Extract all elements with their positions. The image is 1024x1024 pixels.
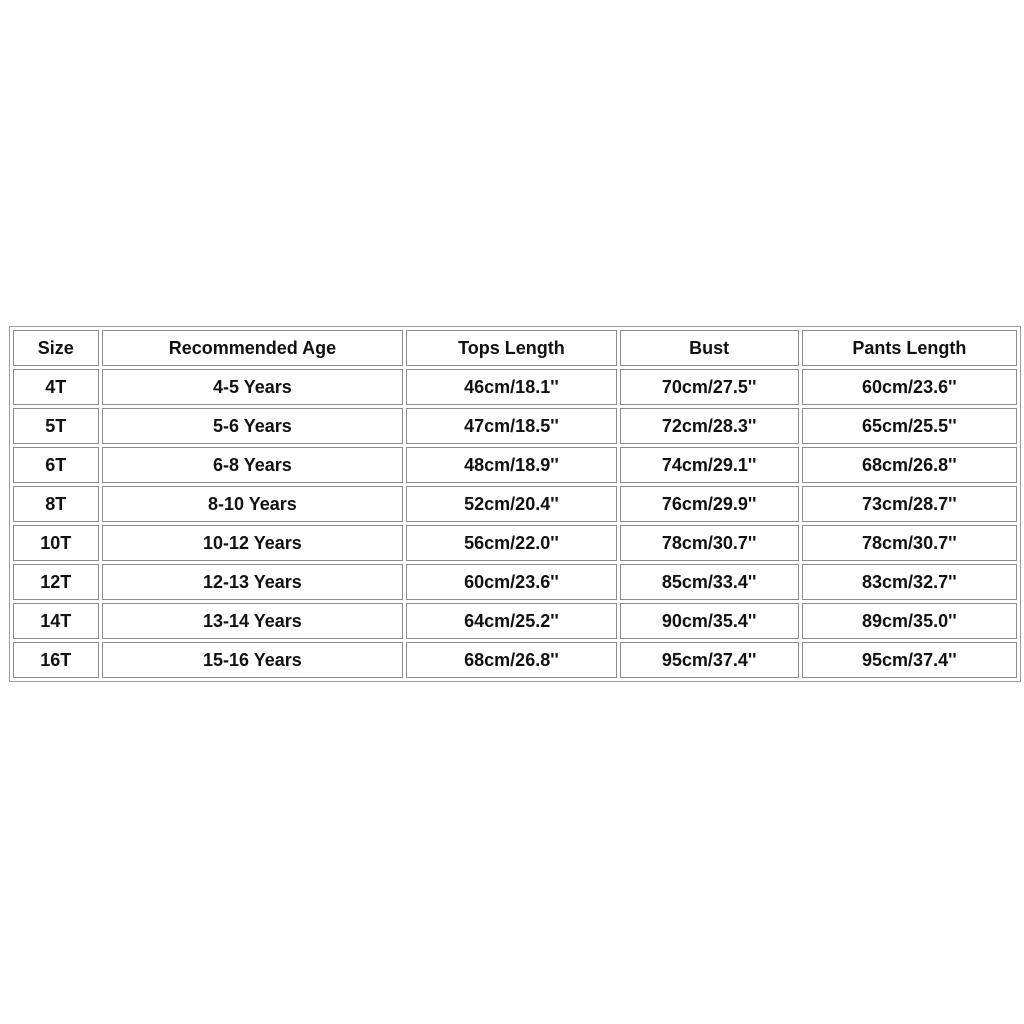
cell-size: 4T: [13, 369, 99, 405]
cell-pants-length: 95cm/37.4'': [802, 642, 1017, 678]
table-row: [13, 408, 1017, 444]
header-recommended-age: Recommended Age: [102, 330, 404, 366]
cell-tops-length: 56cm/22.0'': [406, 525, 616, 561]
header-size: Size: [13, 330, 99, 366]
header-row: [13, 330, 1017, 366]
size-chart-table: [9, 326, 1021, 682]
header-tops-length: Tops Length: [406, 330, 616, 366]
cell-bust: 85cm/33.4'': [620, 564, 799, 600]
cell-size: 12T: [13, 564, 99, 600]
cell-bust: 78cm/30.7'': [620, 525, 799, 561]
cell-pants-length: 60cm/23.6'': [802, 369, 1017, 405]
cell-recommended-age: 15-16 Years: [102, 642, 404, 678]
cell-tops-length: 52cm/20.4'': [406, 486, 616, 522]
cell-bust: 76cm/29.9'': [620, 486, 799, 522]
cell-size: 14T: [13, 603, 99, 639]
cell-tops-length: 60cm/23.6'': [406, 564, 616, 600]
cell-size: 16T: [13, 642, 99, 678]
cell-pants-length: 68cm/26.8'': [802, 447, 1017, 483]
cell-pants-length: 89cm/35.0'': [802, 603, 1017, 639]
header-pants-length: Pants Length: [802, 330, 1017, 366]
cell-pants-length: 83cm/32.7'': [802, 564, 1017, 600]
table-row: [13, 564, 1017, 600]
cell-recommended-age: 5-6 Years: [102, 408, 404, 444]
cell-tops-length: 46cm/18.1'': [406, 369, 616, 405]
cell-recommended-age: 6-8 Years: [102, 447, 404, 483]
cell-tops-length: 48cm/18.9'': [406, 447, 616, 483]
header-bust: Bust: [620, 330, 799, 366]
table-row: [13, 642, 1017, 678]
cell-pants-length: 78cm/30.7'': [802, 525, 1017, 561]
cell-size: 10T: [13, 525, 99, 561]
cell-tops-length: 64cm/25.2'': [406, 603, 616, 639]
cell-tops-length: 47cm/18.5'': [406, 408, 616, 444]
cell-recommended-age: 12-13 Years: [102, 564, 404, 600]
table-row: [13, 369, 1017, 405]
table-row: [13, 447, 1017, 483]
table-row: [13, 525, 1017, 561]
cell-size: 8T: [13, 486, 99, 522]
cell-size: 6T: [13, 447, 99, 483]
table-row: [13, 486, 1017, 522]
table-row: [13, 603, 1017, 639]
cell-recommended-age: 8-10 Years: [102, 486, 404, 522]
cell-bust: 74cm/29.1'': [620, 447, 799, 483]
cell-bust: 95cm/37.4'': [620, 642, 799, 678]
cell-size: 5T: [13, 408, 99, 444]
cell-recommended-age: 4-5 Years: [102, 369, 404, 405]
cell-bust: 90cm/35.4'': [620, 603, 799, 639]
cell-recommended-age: 13-14 Years: [102, 603, 404, 639]
cell-bust: 72cm/28.3'': [620, 408, 799, 444]
cell-bust: 70cm/27.5'': [620, 369, 799, 405]
cell-pants-length: 73cm/28.7'': [802, 486, 1017, 522]
cell-recommended-age: 10-12 Years: [102, 525, 404, 561]
cell-tops-length: 68cm/26.8'': [406, 642, 616, 678]
cell-pants-length: 65cm/25.5'': [802, 408, 1017, 444]
